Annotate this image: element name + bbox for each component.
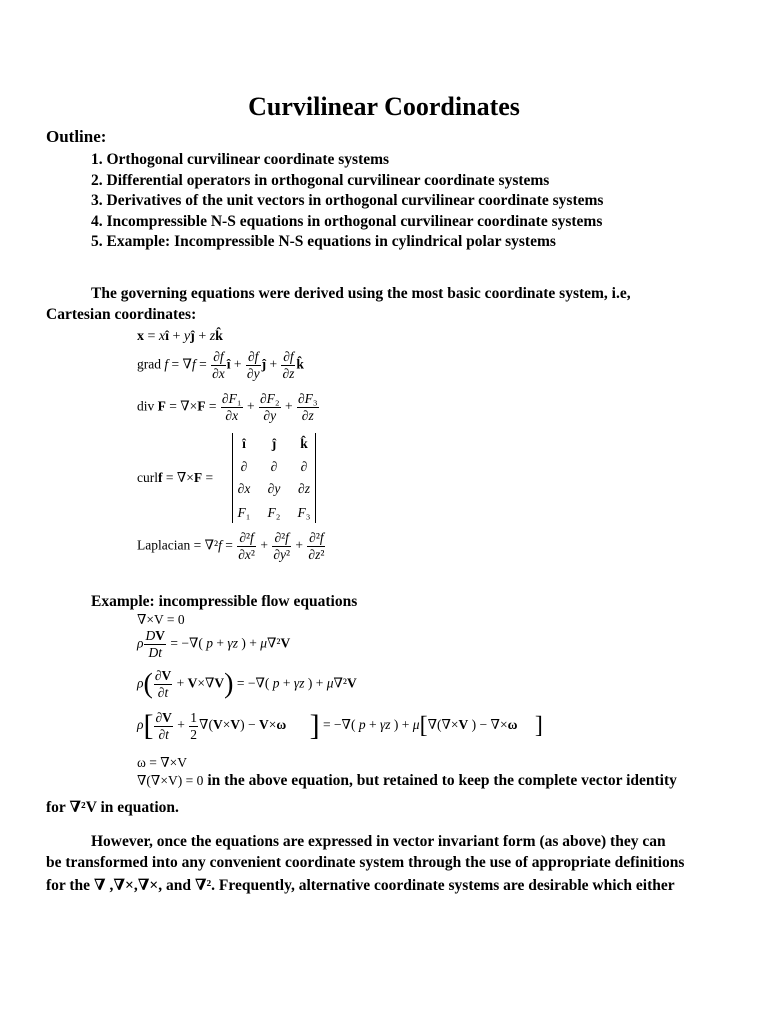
curl-determinant: î ĵ k̂ ∂ ∂ ∂ ∂x ∂y ∂z F₁ F₂ F₃ — [232, 433, 316, 523]
momentum-equation-2: ρ( $\frac{\partial V}{\partial t}$ + V×∇V) = −∇( p + γz ) + μ∇²V — [137, 668, 357, 700]
curl-equation: curlf = ∇×F = — [137, 470, 214, 485]
laplacian-label: Laplacian — [137, 537, 191, 553]
example-heading: Example: incompressible flow equations — [91, 593, 358, 610]
identity-note-text: in the above equation, but retained to keep the complete vector identity — [207, 772, 677, 789]
grad-equation: grad f = ∇f = $\frac{\partial f}{\partial x}$ î + $\frac{\partial f}{\partial y}$ ĵ + $\frac{\partial f}{\partial z}$ k̂ — [137, 349, 304, 381]
outline-item: 5. Example: Incompressible N-S equations in cylindrical polar systems — [91, 233, 556, 250]
position-equation: x = xî + yĵ + zk̂ — [137, 329, 223, 344]
identity-note — [137, 772, 677, 790]
vorticity-equation: ω = ∇×V — [137, 755, 188, 770]
momentum-equation-3: ρ[ $\frac{\partial V}{\partial t}$ + $\frac{1}{2}$ ∇(V×V) − V×ω ] = −∇( p + γz ) + μ[∇(∇×V ) − ∇×ω ] — [137, 709, 543, 742]
intro-line-2: Cartesian coordinates: — [46, 306, 197, 323]
div-label: div — [137, 398, 155, 414]
identity-note-line-2: for ∇²V in equation. — [46, 799, 179, 816]
outline-heading: Outline: — [46, 127, 107, 146]
curl-label: curl — [137, 470, 158, 485]
outline-item: 3. Derivatives of the unit vectors in orthogonal curvilinear coordinate systems — [91, 192, 604, 209]
closing-line-1: However, once the equations are expressed in vector invariant form (as above) they can — [91, 833, 666, 850]
div-equation: div F = ∇×F = $\frac{\text{∂F₁}}{\partial x}$ + $\frac{\text{∂F₂}}{\partial y}$ + $\frac{\text{∂F₃}}{\partial z}$ — [137, 391, 318, 423]
closing-line-3: for the ∇ ,∇×,∇×, and ∇². Frequently, alternative coordinate systems are desirable which either — [46, 877, 675, 894]
grad-label: grad — [137, 356, 161, 372]
continuity-equation: ∇×V = 0 — [137, 612, 185, 627]
page-title: Curvilinear Coordinates — [248, 92, 520, 121]
identity-equation: ∇(∇×V) = 0 — [137, 773, 204, 788]
outline-list — [91, 150, 603, 253]
outline-item: 2. Differential operators in orthogonal curvilinear coordinate systems — [91, 171, 550, 189]
outline-item: 1. Orthogonal curvilinear coordinate systems — [91, 151, 390, 168]
outline-item: 4. Incompressible N-S equations in orthogonal curvilinear coordinate systems — [91, 212, 603, 230]
momentum-equation-1: ρ $\frac{DV}{Dt}$ = −∇( p + γz ) + μ∇²V — [137, 628, 291, 660]
closing-line-2: be transformed into any convenient coordinate system through the use of appropriate definitions — [46, 854, 685, 871]
intro-line-1: The governing equations were derived using the most basic coordinate system, i.e, — [91, 285, 631, 302]
laplacian-equation: Laplacian = ∇²f = $\frac{\text{∂²f}}{\text{∂x²}}$ + $\frac{\text{∂²f}}{\text{∂y²}}$ + $\frac{\text{∂²f}}{\text{∂z²}}$ — [137, 530, 325, 562]
